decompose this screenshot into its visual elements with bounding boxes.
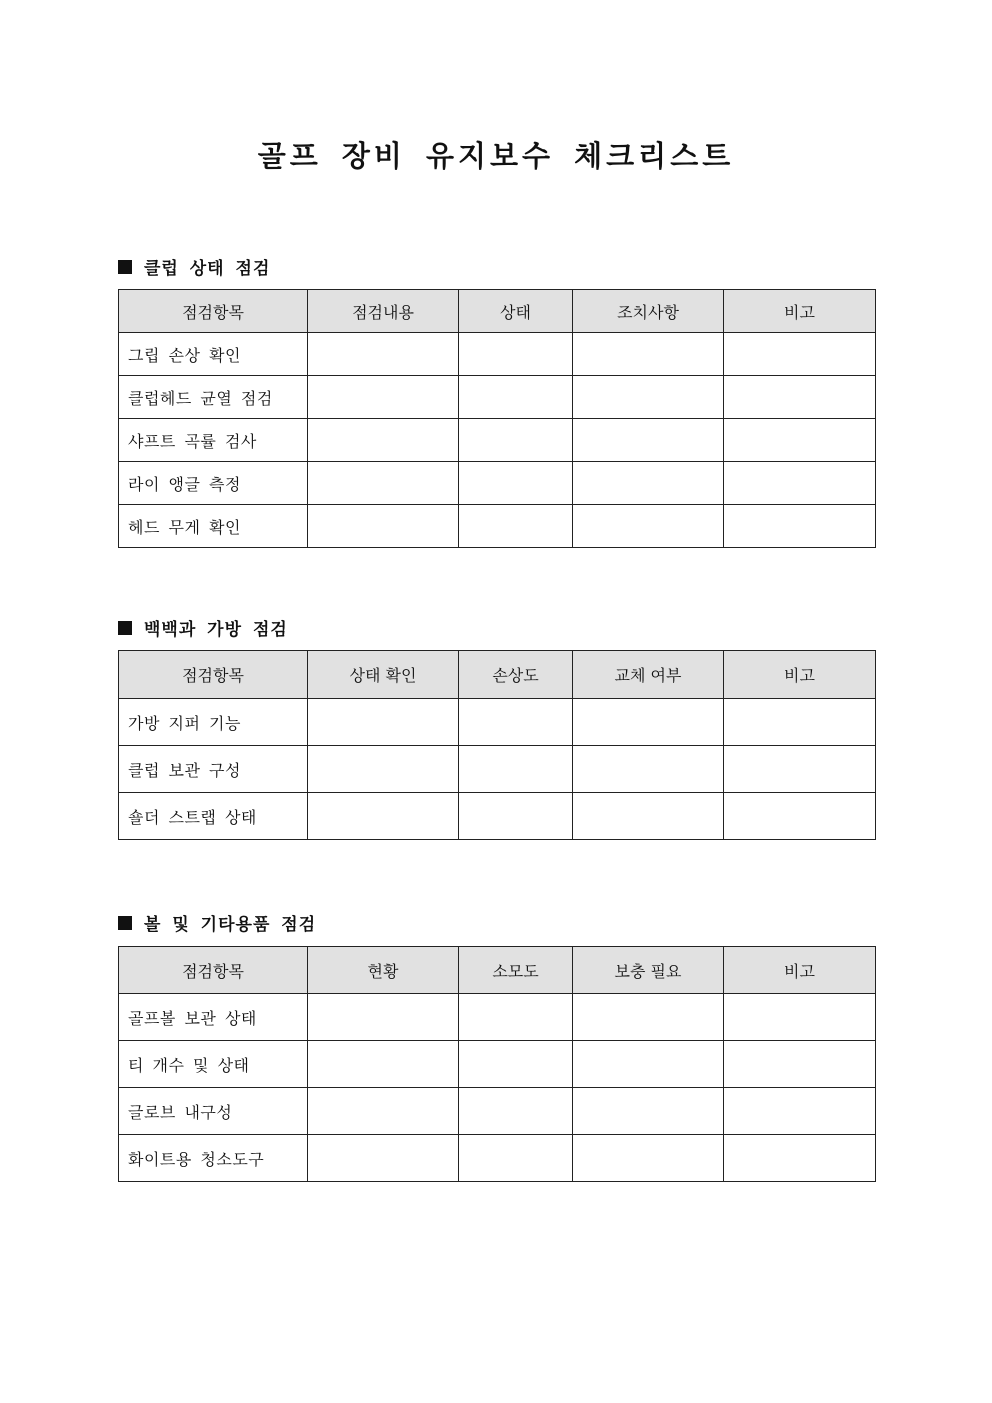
entry-cell[interactable] bbox=[308, 994, 459, 1041]
entry-cell[interactable] bbox=[573, 462, 724, 505]
section-heading-text: 클럽 상태 점검 bbox=[144, 259, 271, 279]
column-header: 상태 bbox=[459, 290, 573, 333]
section-heading-bag bbox=[118, 615, 288, 640]
check-item: 숄더 스트랩 상태 bbox=[119, 793, 308, 840]
column-header: 비고 bbox=[724, 290, 876, 333]
check-item: 클럽 보관 구성 bbox=[119, 746, 308, 793]
table-row bbox=[119, 419, 876, 462]
entry-cell[interactable] bbox=[724, 746, 876, 793]
column-header: 조치사항 bbox=[573, 290, 724, 333]
entry-cell[interactable] bbox=[459, 1041, 573, 1088]
column-header: 점검항목 bbox=[119, 290, 308, 333]
entry-cell[interactable] bbox=[308, 505, 459, 548]
entry-cell[interactable] bbox=[724, 419, 876, 462]
check-item: 그립 손상 확인 bbox=[119, 333, 308, 376]
entry-cell[interactable] bbox=[308, 333, 459, 376]
check-item: 라이 앵글 측정 bbox=[119, 462, 308, 505]
entry-cell[interactable] bbox=[724, 1135, 876, 1182]
table-row bbox=[119, 1088, 876, 1135]
ball-checklist-table bbox=[118, 946, 876, 1182]
check-item: 가방 지퍼 기능 bbox=[119, 699, 308, 746]
entry-cell[interactable] bbox=[459, 1088, 573, 1135]
entry-cell[interactable] bbox=[308, 419, 459, 462]
entry-cell[interactable] bbox=[724, 994, 876, 1041]
entry-cell[interactable] bbox=[573, 1041, 724, 1088]
entry-cell[interactable] bbox=[573, 376, 724, 419]
section-heading-text: 볼 및 기타용품 점검 bbox=[144, 915, 317, 935]
entry-cell[interactable] bbox=[308, 699, 459, 746]
table-row bbox=[119, 699, 876, 746]
entry-cell[interactable] bbox=[724, 462, 876, 505]
entry-cell[interactable] bbox=[308, 1088, 459, 1135]
check-item: 글로브 내구성 bbox=[119, 1088, 308, 1135]
entry-cell[interactable] bbox=[459, 699, 573, 746]
entry-cell[interactable] bbox=[308, 1135, 459, 1182]
entry-cell[interactable] bbox=[459, 793, 573, 840]
entry-cell[interactable] bbox=[724, 376, 876, 419]
entry-cell[interactable] bbox=[724, 505, 876, 548]
check-item: 화이트용 청소도구 bbox=[119, 1135, 308, 1182]
entry-cell[interactable] bbox=[459, 505, 573, 548]
table-row bbox=[119, 746, 876, 793]
entry-cell[interactable] bbox=[308, 793, 459, 840]
header-row bbox=[119, 290, 876, 333]
entry-cell[interactable] bbox=[459, 746, 573, 793]
table-row bbox=[119, 994, 876, 1041]
column-header: 현황 bbox=[308, 947, 459, 994]
check-item: 샤프트 곡률 검사 bbox=[119, 419, 308, 462]
column-header: 손상도 bbox=[459, 651, 573, 699]
entry-cell[interactable] bbox=[459, 419, 573, 462]
check-item: 헤드 무게 확인 bbox=[119, 505, 308, 548]
entry-cell[interactable] bbox=[724, 699, 876, 746]
entry-cell[interactable] bbox=[459, 994, 573, 1041]
table-row bbox=[119, 1041, 876, 1088]
column-header: 교체 여부 bbox=[573, 651, 724, 699]
entry-cell[interactable] bbox=[459, 333, 573, 376]
column-header: 소모도 bbox=[459, 947, 573, 994]
entry-cell[interactable] bbox=[573, 419, 724, 462]
club-checklist-table bbox=[118, 289, 876, 548]
table-row bbox=[119, 333, 876, 376]
column-header: 점검항목 bbox=[119, 651, 308, 699]
entry-cell[interactable] bbox=[573, 699, 724, 746]
entry-cell[interactable] bbox=[459, 376, 573, 419]
entry-cell[interactable] bbox=[724, 1088, 876, 1135]
entry-cell[interactable] bbox=[724, 793, 876, 840]
entry-cell[interactable] bbox=[573, 793, 724, 840]
table-row bbox=[119, 1135, 876, 1182]
header-row bbox=[119, 947, 876, 994]
entry-cell[interactable] bbox=[308, 376, 459, 419]
column-header: 점검항목 bbox=[119, 947, 308, 994]
header-row bbox=[119, 651, 876, 699]
entry-cell[interactable] bbox=[573, 1135, 724, 1182]
entry-cell[interactable] bbox=[724, 333, 876, 376]
check-item: 골프볼 보관 상태 bbox=[119, 994, 308, 1041]
entry-cell[interactable] bbox=[573, 994, 724, 1041]
entry-cell[interactable] bbox=[308, 746, 459, 793]
bag-checklist-table bbox=[118, 650, 876, 840]
entry-cell[interactable] bbox=[724, 1041, 876, 1088]
column-header: 상태 확인 bbox=[308, 651, 459, 699]
entry-cell[interactable] bbox=[459, 1135, 573, 1182]
table-row bbox=[119, 462, 876, 505]
entry-cell[interactable] bbox=[308, 462, 459, 505]
entry-cell[interactable] bbox=[573, 333, 724, 376]
section-heading-clubs bbox=[118, 254, 270, 279]
section-heading-text: 백백과 가방 점검 bbox=[144, 620, 288, 640]
column-header: 비고 bbox=[724, 947, 876, 994]
entry-cell[interactable] bbox=[308, 1041, 459, 1088]
page-title: 골프 장비 유지보수 체크리스트 bbox=[257, 139, 735, 173]
check-item: 클럽헤드 균열 점검 bbox=[119, 376, 308, 419]
entry-cell[interactable] bbox=[573, 1088, 724, 1135]
entry-cell[interactable] bbox=[573, 746, 724, 793]
table-row bbox=[119, 376, 876, 419]
column-header: 비고 bbox=[724, 651, 876, 699]
entry-cell[interactable] bbox=[459, 462, 573, 505]
square-bullet-icon bbox=[118, 260, 132, 274]
check-item: 티 개수 및 상태 bbox=[119, 1041, 308, 1088]
square-bullet-icon bbox=[118, 916, 132, 930]
table-row bbox=[119, 505, 876, 548]
column-header: 보충 필요 bbox=[573, 947, 724, 994]
column-header: 점검내용 bbox=[308, 290, 459, 333]
table-row bbox=[119, 793, 876, 840]
entry-cell[interactable] bbox=[573, 505, 724, 548]
square-bullet-icon bbox=[118, 621, 132, 635]
section-heading-balls bbox=[118, 910, 316, 935]
